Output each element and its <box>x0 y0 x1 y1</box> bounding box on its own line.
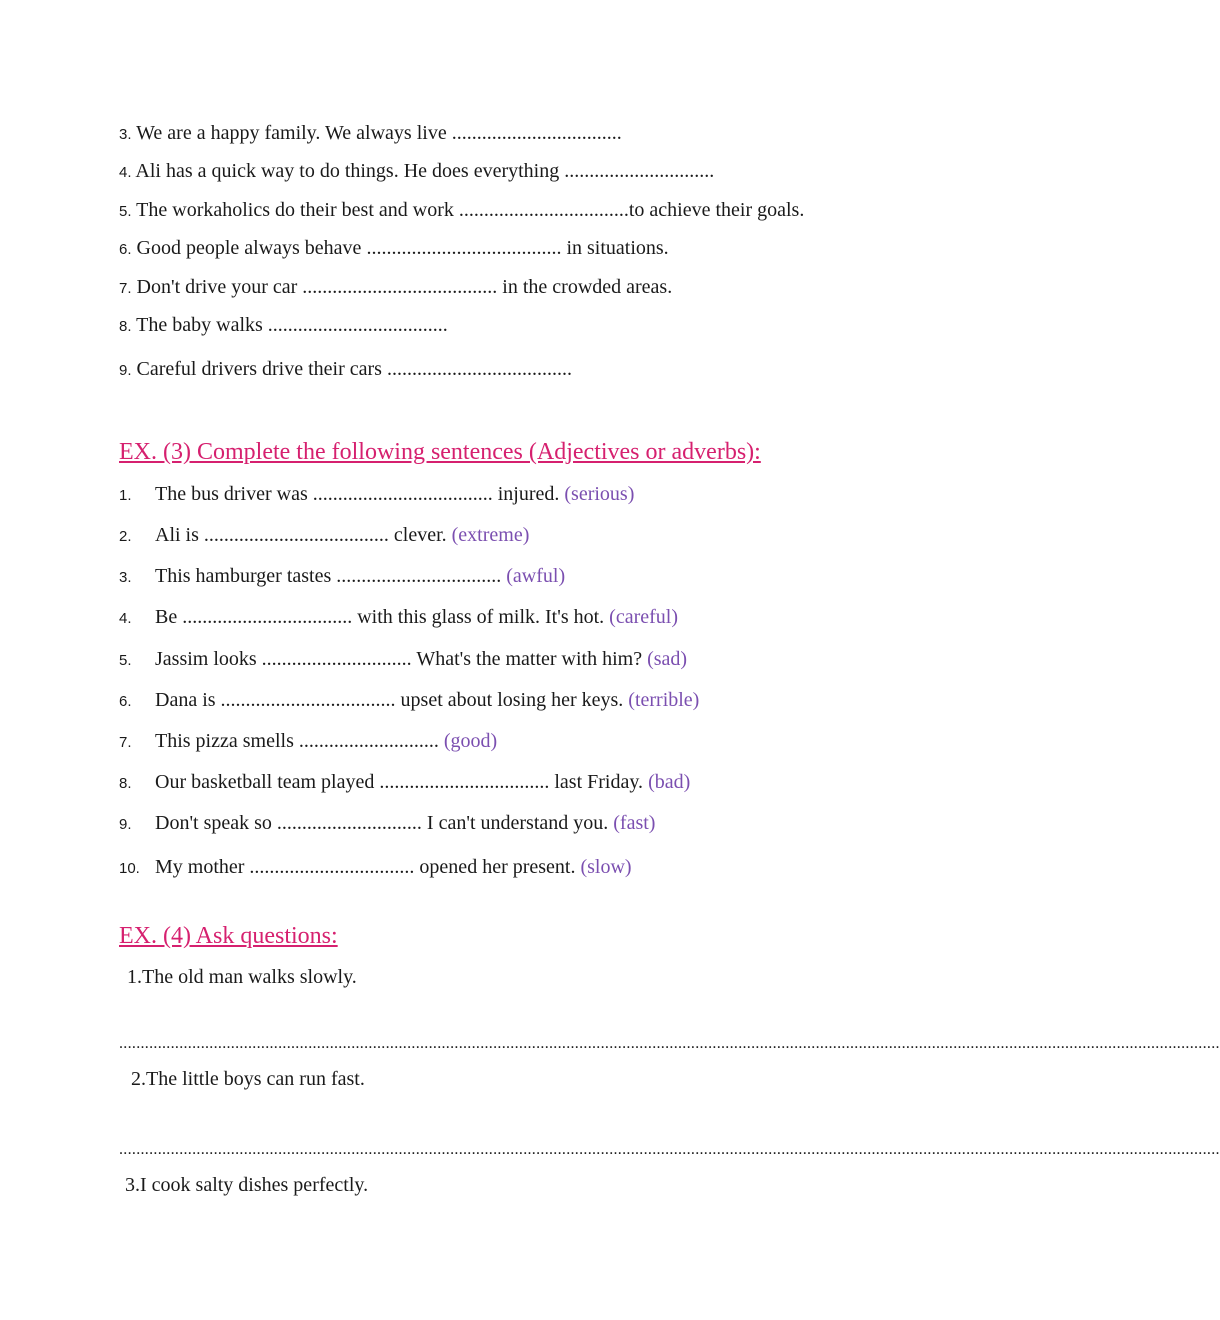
ex3-item-number: 3. <box>119 569 132 586</box>
ex3-item-6 <box>119 688 699 714</box>
ex2-item-7 <box>119 275 672 301</box>
ex3-item-number: 8. <box>119 775 132 792</box>
ex3-item-hint: (terrible) <box>628 689 700 711</box>
ex3-item-text: Our basketball team played .................................. last Friday. <box>155 771 649 793</box>
ex4-answer-line-2[interactable]: ................................................................................................................................................................................................................................................................ <box>119 1141 1220 1158</box>
ex3-item-1 <box>119 482 634 508</box>
ex3-item-text: This pizza smells ............................ <box>155 730 444 752</box>
ex2-item-number: 3. <box>119 126 132 143</box>
ex3-item-number: 5. <box>119 652 132 669</box>
ex2-item-5 <box>119 198 804 224</box>
ex3-item-hint: (serious) <box>564 483 635 505</box>
ex3-item-4 <box>119 605 678 631</box>
ex2-item-text: Good people always behave ....................................... in situations. <box>131 237 669 259</box>
ex3-item-5 <box>119 647 687 673</box>
ex2-item-number: 6. <box>119 241 132 258</box>
ex3-item-number: 9. <box>119 816 132 833</box>
ex3-item-text: This hamburger tastes ................................. <box>155 565 507 587</box>
ex2-item-text: Don't drive your car ....................................... in the crowded areas. <box>131 276 673 298</box>
ex4-heading: EX. (4) Ask questions: <box>119 923 338 949</box>
ex3-item-number: 4. <box>119 610 132 627</box>
ex3-item-number: 2. <box>119 528 132 545</box>
ex2-item-text: Careful drivers drive their cars ..................................... <box>131 358 572 380</box>
ex3-item-text: Jassim looks .............................. What's the matter with him? <box>155 648 648 670</box>
ex3-item-text: Ali is ..................................... clever. <box>155 524 452 546</box>
ex3-item-hint: (bad) <box>648 771 691 793</box>
ex3-item-hint: (fast) <box>613 812 656 834</box>
ex2-item-9 <box>119 357 572 383</box>
ex3-item-hint: (slow) <box>580 856 632 878</box>
ex3-item-text: Don't speak so ............................. I can't understand you. <box>155 812 614 834</box>
ex2-item-text: The baby walks .................................... <box>131 314 448 336</box>
ex2-item-number: 4. <box>119 164 132 181</box>
ex2-item-text: Ali has a quick way to do things. He does everything .............................. <box>131 160 715 182</box>
ex2-item-text: The workaholics do their best and work ..................................to achieve their goals. <box>131 199 805 221</box>
ex3-item-hint: (awful) <box>506 565 566 587</box>
ex3-item-hint: (careful) <box>609 606 678 628</box>
ex2-item-4 <box>119 159 714 185</box>
ex2-item-3 <box>119 121 622 147</box>
ex3-item-9 <box>119 811 655 837</box>
ex3-item-number: 7. <box>119 734 132 751</box>
ex3-item-hint: (extreme) <box>451 524 530 546</box>
ex4-question-3: 3.I cook salty dishes perfectly. <box>125 1174 369 1196</box>
ex4-question-1: 1.The old man walks slowly. <box>127 966 357 988</box>
ex4-answer-line-1[interactable]: ................................................................................................................................................................................................................................................................ <box>119 1035 1220 1052</box>
ex2-item-number: 8. <box>119 318 132 335</box>
ex3-item-3 <box>119 564 565 590</box>
ex3-item-text: Dana is ................................... upset about losing her keys. <box>155 689 629 711</box>
ex2-item-6 <box>119 236 669 262</box>
ex2-item-text: We are a happy family. We always live .................................. <box>131 122 622 144</box>
ex3-item-number: 6. <box>119 693 132 710</box>
ex3-item-text: Be .................................. with this glass of milk. It's hot. <box>155 606 610 628</box>
ex2-item-number: 9. <box>119 362 132 379</box>
ex4-question-2: 2.The little boys can run fast. <box>131 1068 365 1090</box>
ex3-item-10 <box>119 855 632 881</box>
ex3-heading: EX. (3) Complete the following sentences (Adjectives or adverbs): <box>119 439 761 465</box>
ex3-item-number: 10. <box>119 860 140 877</box>
ex3-item-hint: (good) <box>443 730 498 752</box>
ex3-item-number: 1. <box>119 487 132 504</box>
ex3-item-hint: (sad) <box>647 648 688 670</box>
ex2-item-number: 7. <box>119 280 132 297</box>
ex3-item-text: My mother ................................. opened her present. <box>155 856 581 878</box>
ex3-item-8 <box>119 770 690 796</box>
ex3-item-7 <box>119 729 497 755</box>
ex3-item-text: The bus driver was .................................... injured. <box>155 483 565 505</box>
ex2-item-number: 5. <box>119 203 132 220</box>
ex3-item-2 <box>119 523 529 549</box>
ex2-item-8 <box>119 313 448 339</box>
